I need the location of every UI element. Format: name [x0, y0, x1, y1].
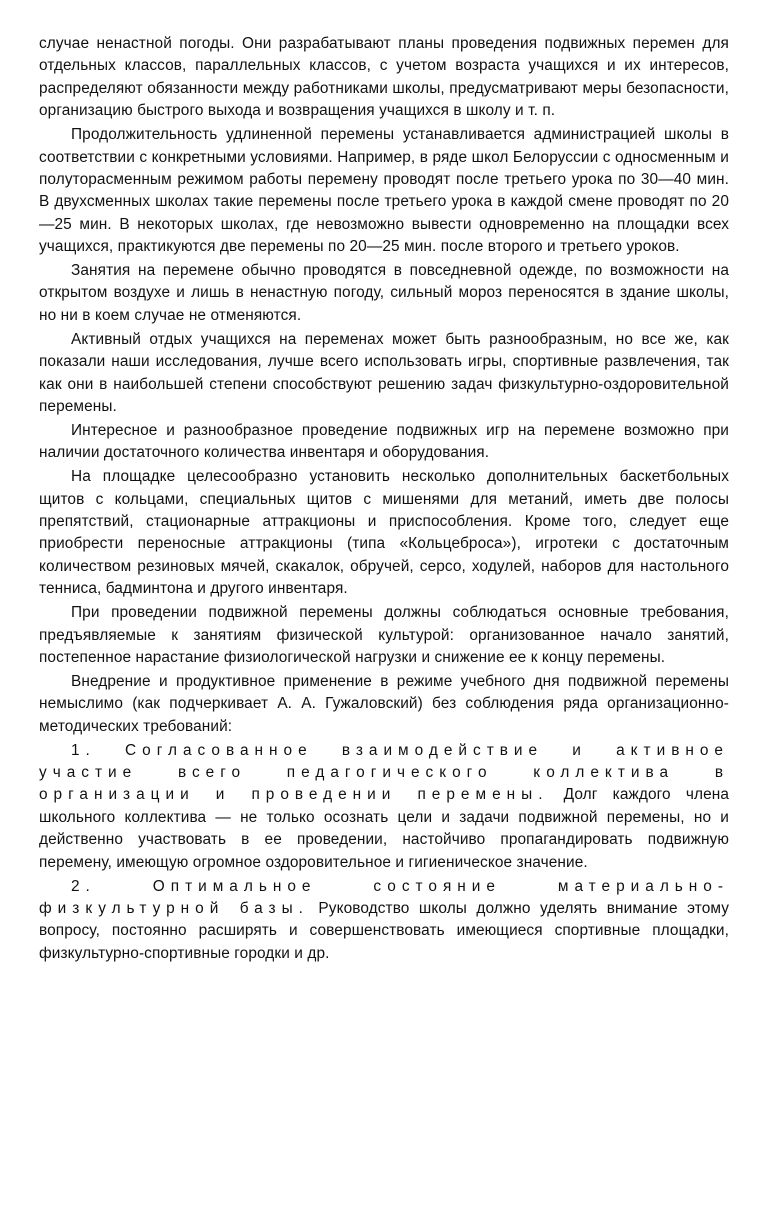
paragraph-6 — [39, 466, 729, 600]
paragraph-1 — [39, 33, 729, 123]
paragraph-7-text: При проведении подвижной перемены должны соблюдаться основные требования, предъявляемые к занятиям физической культурой: организованное начало занятий, постепенное нарастание физиологической нагрузки и снижение ее к концу перемены. — [39, 604, 729, 666]
paragraph-10-heading: 2. Оптимальное состояние материально-физкультурной базы. — [39, 877, 729, 917]
paragraph-3 — [39, 260, 729, 327]
paragraph-8-text: Внедрение и продуктивное применение в режиме учебного дня подвижной перемены немыслимо (как подчеркивает А. А. Гужаловский) без соблюдения ряда организационно-методических требований: — [39, 672, 729, 735]
paragraph-4 — [39, 329, 729, 419]
body-text — [39, 33, 729, 967]
paragraph-3-text: Занятия на перемене обычно проводятся в повседневной одежде, по возможности на открытом воздухе и лишь в ненастную погоду, сильный мороз переносятся в здание школы, но ни в коем случае не отменяются. — [39, 262, 729, 324]
paragraph-10-text: Руководство школы должно уделять внимание этому вопросу, постоянно расширять и совершенствовать имеющиеся спортивные площадки, физкультурно-спортивные городки и др. — [39, 899, 730, 962]
paragraph-2 — [39, 124, 729, 258]
paragraph-1-text: случае ненастной погоды. Они разрабатывают планы проведения подвижных перемен для отдельных классов, параллельных классов, с учетом возраста учащихся и их интересов, распределяют обязанности между работниками школы, предусматривают меры безопасности, организацию быстрого выхода и возвращения учащихся в школу и т. п. — [39, 35, 729, 120]
paragraph-7 — [39, 602, 729, 669]
paragraph-10 — [39, 876, 729, 966]
paragraph-9-heading: 1. Согласованное взаимодействие и активное участие всего педагогического коллектива в организации и проведении перемены. — [39, 741, 729, 804]
paragraph-8 — [39, 671, 729, 738]
paragraph-5 — [39, 420, 729, 465]
paragraph-9-text: Долг каждого члена школьного коллектива — не только осознать цели и задачи подвижной перемены, но и действенно участвовать в ее проведении, настойчиво пропагандировать подвижную перемену, имеющую огромное оздоровительное и гигиеническое значение. — [39, 786, 729, 871]
paragraph-6-text: На площадке целесообразно установить несколько дополнительных баскетбольных щитов с кольцами, специальных щитов с мишенями для метаний, иметь две полосы препятствий, стационарные аттракционы и приспособления. Кроме того, следует еще приобрести переносные аттракционы (типа «Кольцеброса»), игротеки с достаточным количеством резиновых мячей, скакалок, обручей, серсо, ходулей, наборов для настольного тенниса, бадминтона и другого инвентаря. — [39, 468, 729, 598]
paragraph-5-text: Интересное и разнообразное проведение подвижных игр на перемене возможно при наличии достаточного количества инвентаря и оборудования. — [39, 421, 729, 462]
paragraph-9 — [39, 740, 729, 874]
paragraph-2-text: Продолжительность удлиненной перемены устанавливается администрацией школы в соответствии с конкретными условиями. Например, в ряде школ Белоруссии с односменным и полуторасменным режимом работы перемену проводят после третьего урока по 30—40 мин. В двухсменных школах такие перемены после третьего урока в каждой смене проводят по 20—25 мин. В некоторых школах, где невозможно вывести одновременно на площадки всех учащихся, практикуются две перемены по 20—25 мин. после второго и третьего уроков. — [39, 126, 729, 256]
paragraph-4-text: Активный отдых учащихся на переменах может быть разнообразным, но все же, как показали наши исследования, лучше всего использовать игры, спортивные развлечения, так как они в наибольшей степени способствуют решению задач физкультурно-оздоровительной перемены. — [39, 330, 729, 415]
